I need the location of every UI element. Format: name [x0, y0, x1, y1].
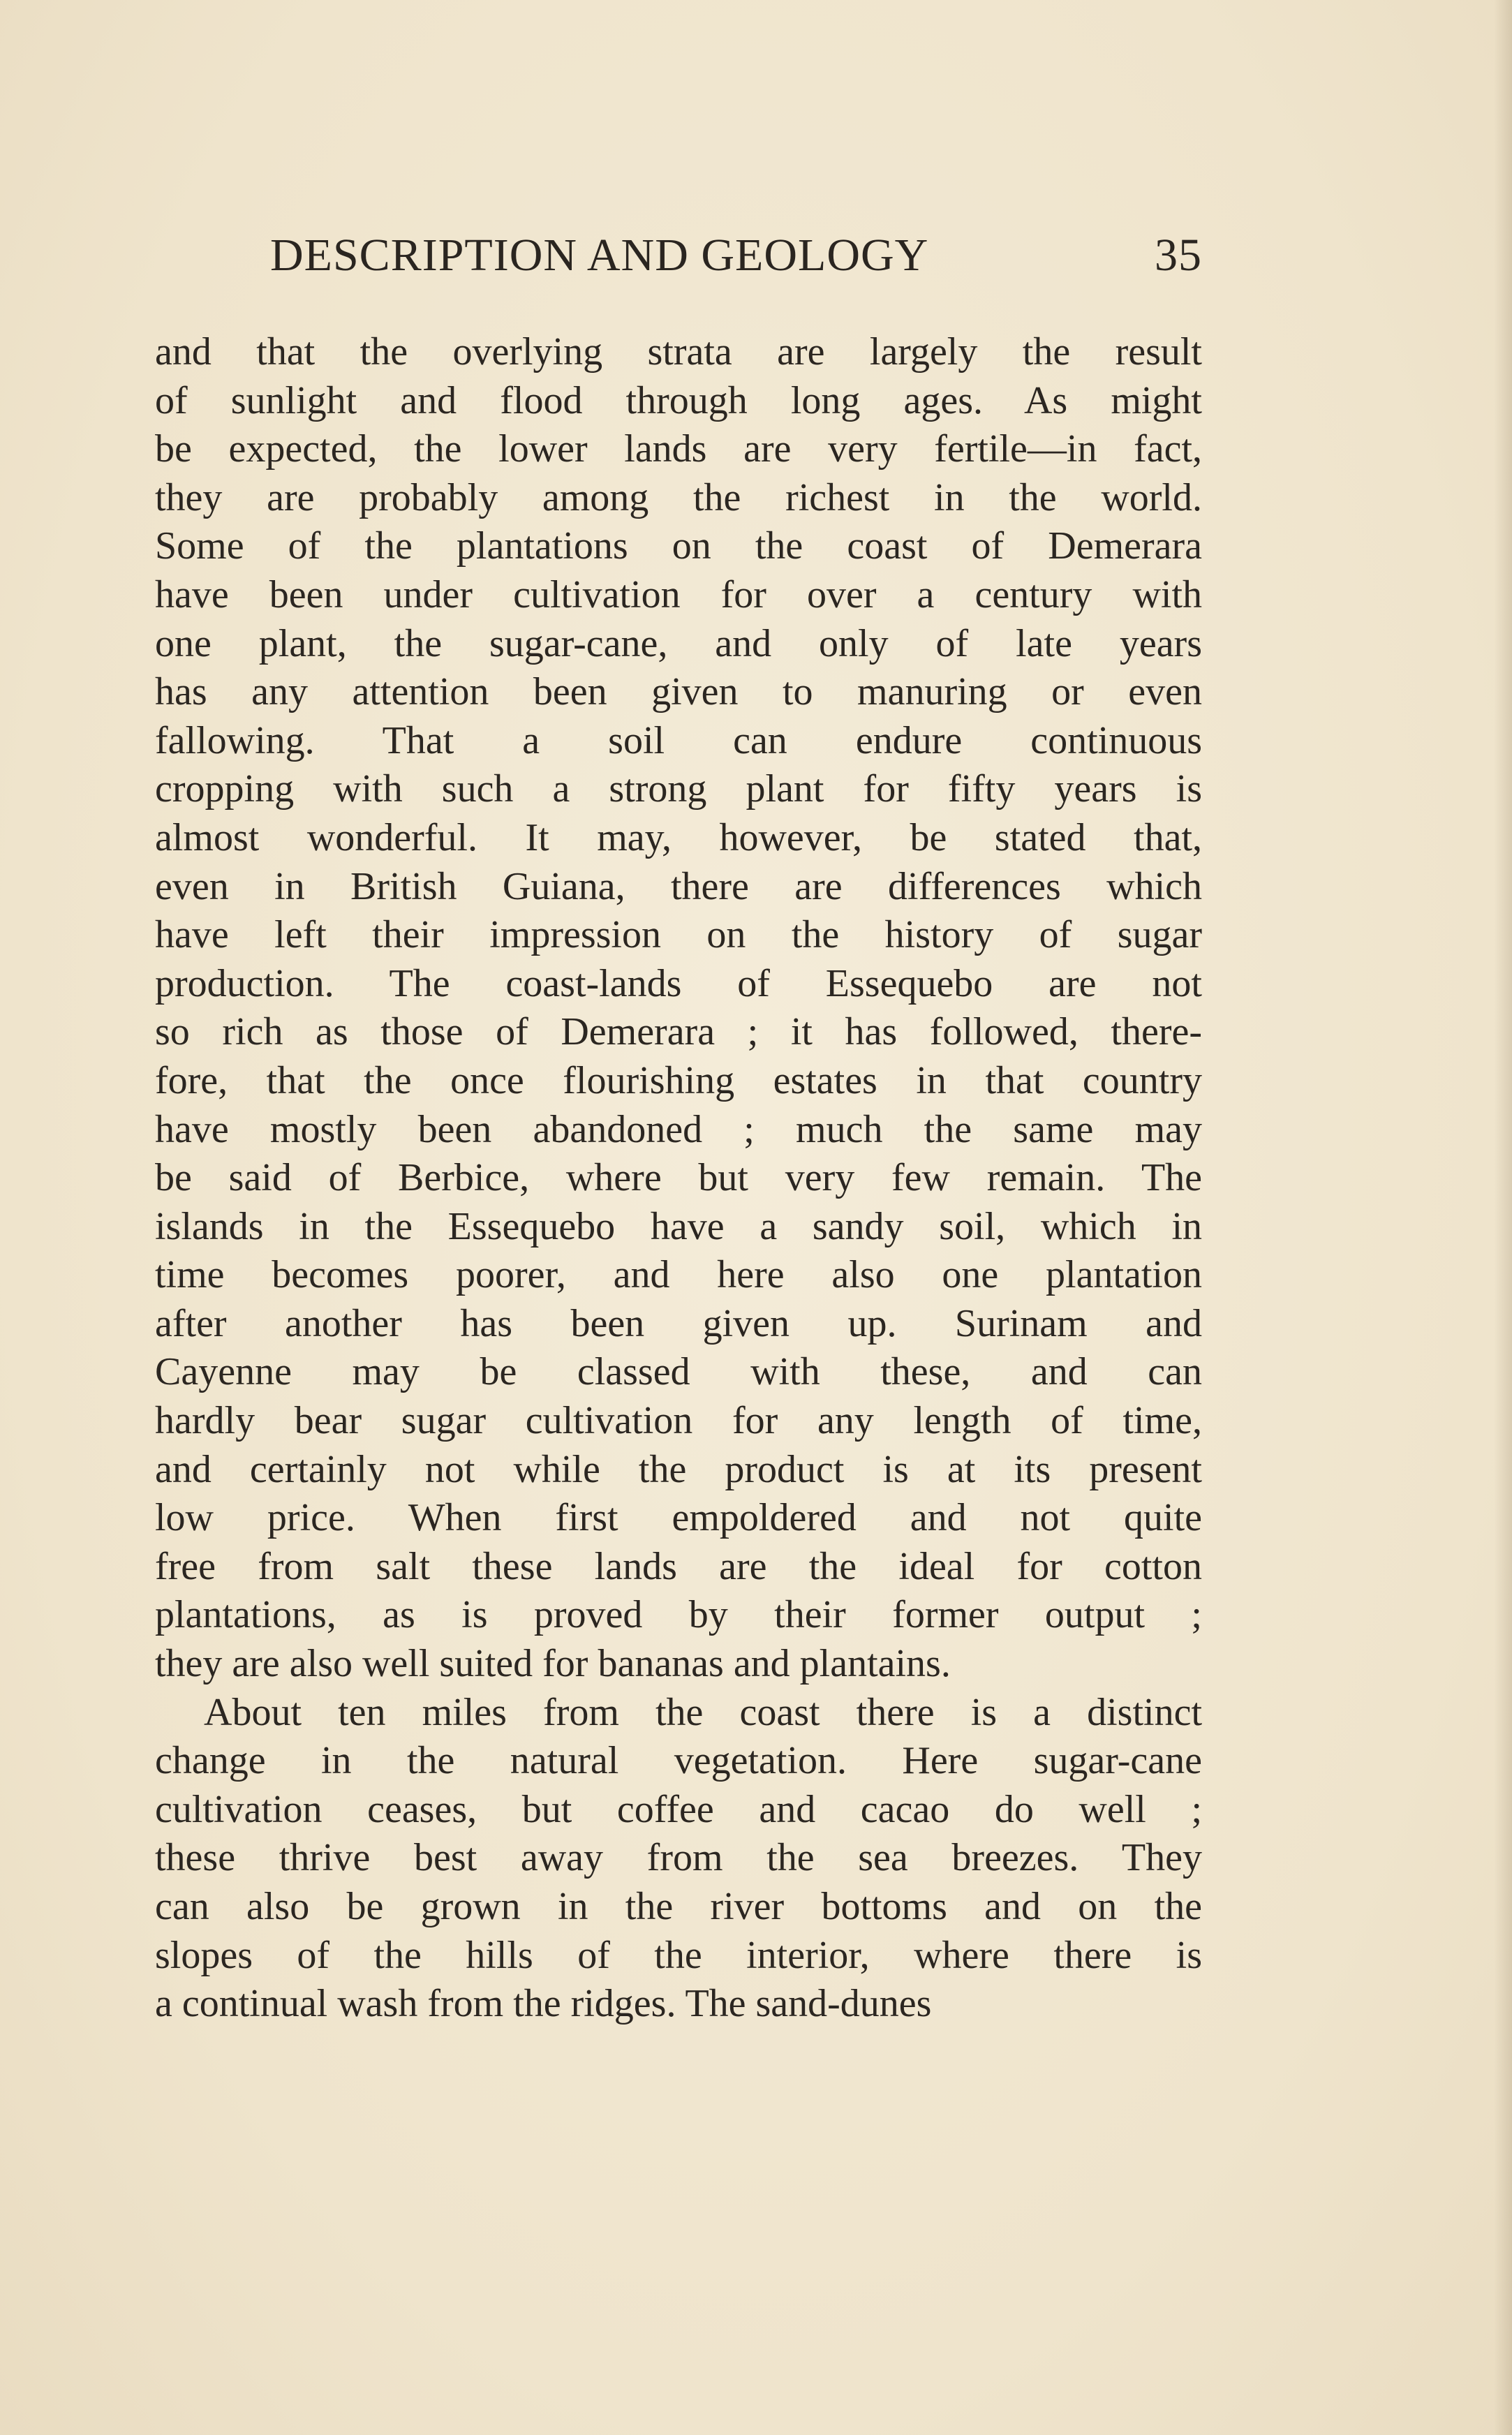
text-line: plantations, as is proved by their former output ; [155, 1593, 1202, 1637]
body-text [155, 328, 1202, 2029]
text-line: have mostly been abandoned ; much the same may [155, 1107, 1202, 1151]
text-line: even in British Guiana, there are differences which [155, 864, 1202, 908]
text-line: low price. When first empoldered and not quite [155, 1496, 1202, 1540]
text-line: and certainly not while the product is at its present [155, 1447, 1202, 1491]
text-line: after another has been given up. Surinam and [155, 1301, 1202, 1345]
text-line: have been under cultivation for over a century with [155, 572, 1202, 616]
running-header-title: DESCRIPTION AND GEOLOGY [270, 230, 929, 281]
text-line: hardly bear sugar cultivation for any length of time, [155, 1399, 1202, 1443]
text-line: have left their impression on the history of sugar [155, 913, 1202, 957]
text-line: time becomes poorer, and here also one plantation [155, 1253, 1202, 1297]
text-line: one plant, the sugar-cane, and only of late years [155, 621, 1202, 665]
text-line: be expected, the lower lands are very fertile—in fact, [155, 427, 1202, 471]
text-line: can also be grown in the river bottoms and on the [155, 1885, 1202, 1928]
text-line: be said of Berbice, where but very few remain. The [155, 1156, 1202, 1200]
text-line: Cayenne may be classed with these, and can [155, 1350, 1202, 1394]
text-line: fallowing. That a soil can endure continuous [155, 718, 1202, 762]
text-line: they are probably among the richest in the world. [155, 475, 1202, 519]
text-line: About ten miles from the coast there is a distinct [204, 1690, 1202, 1734]
text-line: a continual wash from the ridges. The sand-dunes [155, 1982, 932, 2026]
running-header [155, 229, 1202, 292]
text-line: free from salt these lands are the ideal for cotton [155, 1544, 1202, 1588]
text-line: islands in the Essequebo have a sandy soil, which in [155, 1204, 1202, 1248]
text-line: they are also well suited for bananas and plantains. [155, 1642, 951, 1686]
text-line: cropping with such a strong plant for fifty years is [155, 767, 1202, 811]
text-line: has any attention been given to manuring or even [155, 670, 1202, 714]
text-line: these thrive best away from the sea breezes. They [155, 1836, 1202, 1880]
text-line: almost wonderful. It may, however, be stated that, [155, 815, 1202, 859]
text-line: cultivation ceases, but coffee and cacao do well ; [155, 1787, 1202, 1831]
text-line: and that the overlying strata are largely the result [155, 330, 1202, 373]
text-line: so rich as those of Demerara ; it has followed, there- [155, 1010, 1202, 1054]
text-line: slopes of the hills of the interior, where there is [155, 1933, 1202, 1977]
text-line: production. The coast-lands of Essequebo are not [155, 961, 1202, 1005]
text-line: change in the natural vegetation. Here sugar-cane [155, 1739, 1202, 1783]
text-line: of sunlight and flood through long ages. As might [155, 378, 1202, 422]
text-line: fore, that the once flourishing estates in that country [155, 1058, 1202, 1102]
text-line: Some of the plantations on the coast of Demerara [155, 524, 1202, 568]
page-number: 35 [1155, 230, 1202, 281]
page-edge-shadow [1494, 0, 1512, 2435]
